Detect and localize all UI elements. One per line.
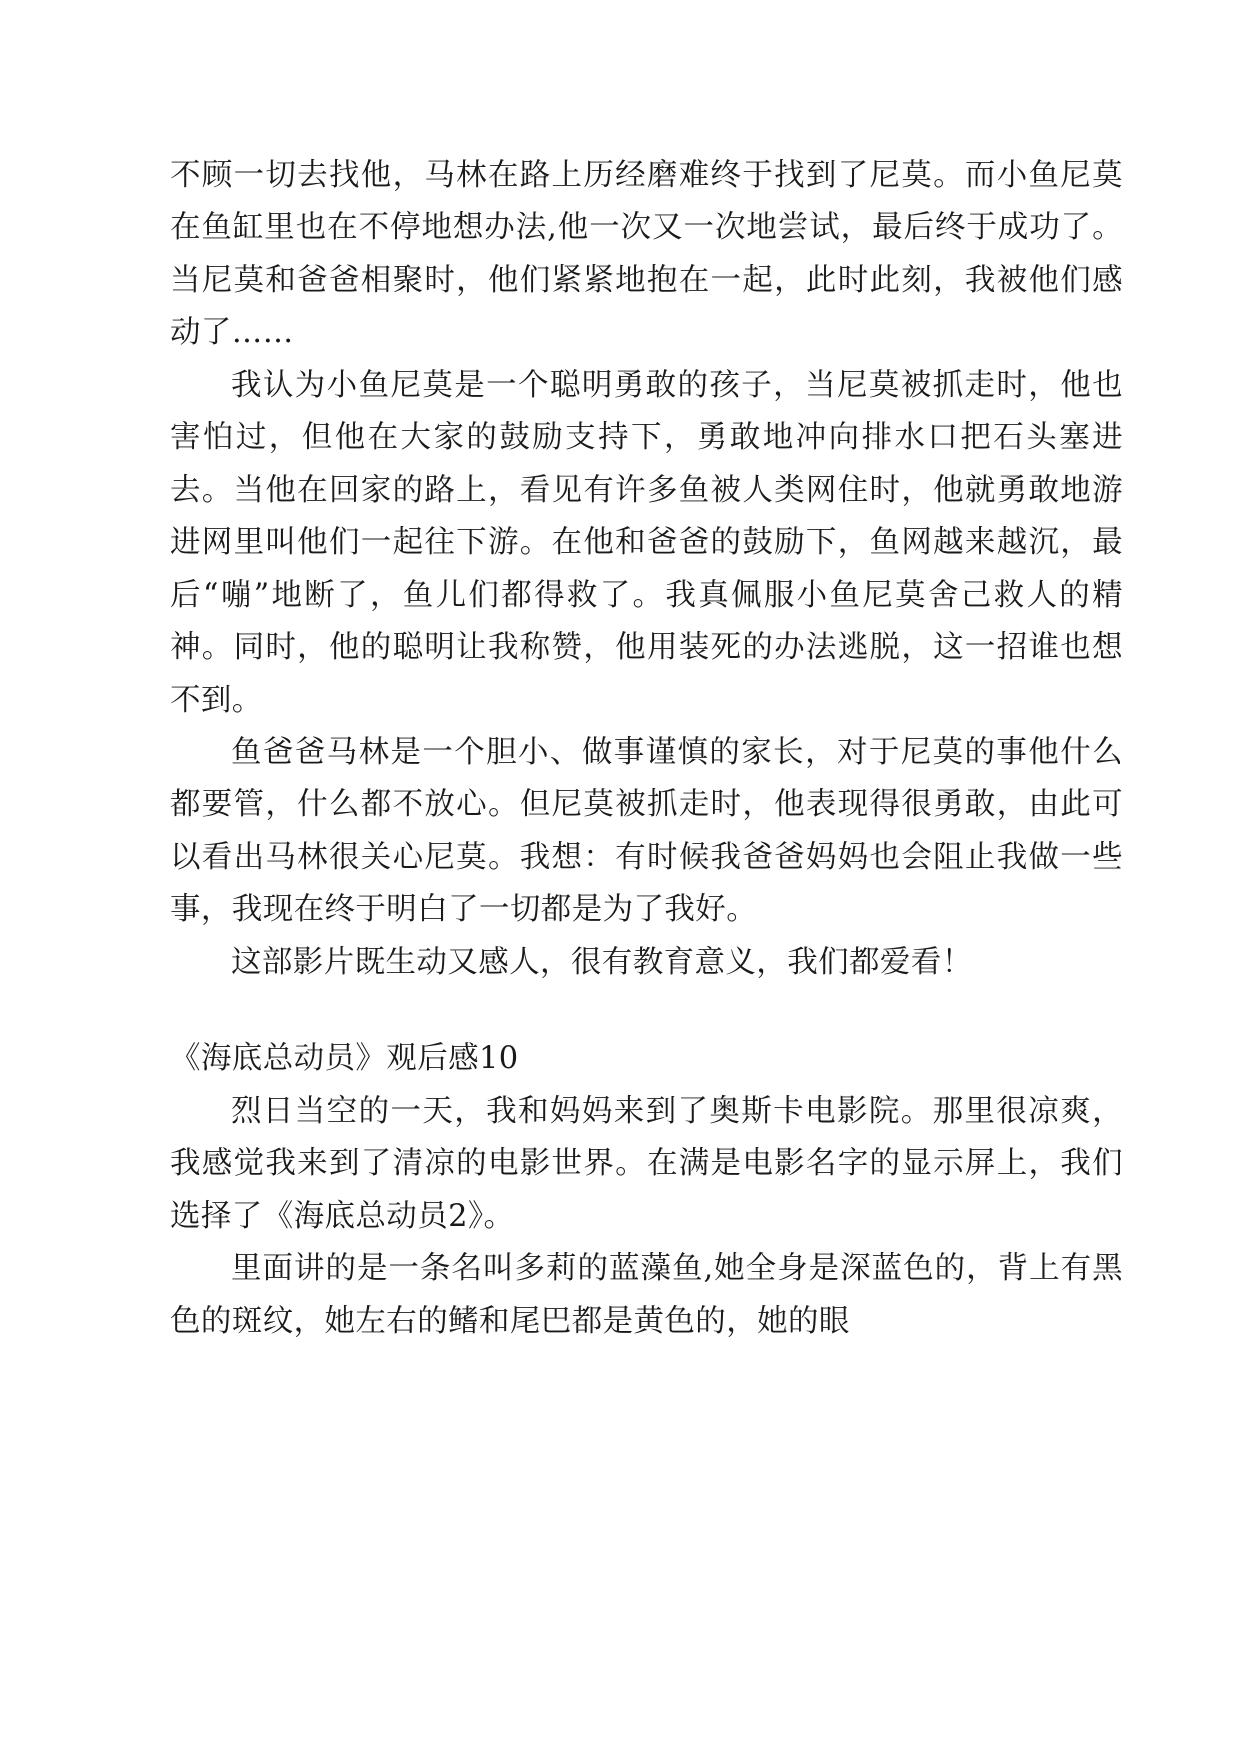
document-body xyxy=(170,150,1123,1348)
section-heading-10: 《海底总动员》观后感10 xyxy=(170,1041,519,1077)
paragraph-conclusion: 这部影片既生动又感人，很有教育意义，我们都爱看！ xyxy=(231,944,973,980)
section-spacer xyxy=(170,989,1123,1003)
paragraph-continuation: 不顾一切去找他，马林在路上历经磨难终于找到了尼莫。而小鱼尼莫在鱼缸里也在不停地想办法,他一次又一次地尝试，最后终于成功了。当尼莫和爸爸相聚时，他们紧紧地抱在一起，此时此刻，我被他们感动了…… xyxy=(170,158,1123,351)
paragraph-marlin-father: 鱼爸爸马林是一个胆小、做事谨慎的家长，对于尼莫的事他什么都要管，什么都不放心。但尼莫被抓走时，他表现得很勇敢，由此可以看出马林很关心尼莫。我想：有时候我爸爸妈妈也会阻止我做一些事，我现在终于明白了一切都是为了我好。 xyxy=(170,734,1123,928)
paragraph-cinema-visit: 烈日当空的一天，我和妈妈来到了奥斯卡电影院。那里很凉爽，我感觉我来到了清凉的电影世界。在满是电影名字的显示屏上，我们选择了《海底总动员2》。 xyxy=(170,1093,1123,1234)
paragraph-nemo-brave: 我认为小鱼尼莫是一个聪明勇敢的孩子，当尼莫被抓走时，他也害怕过，但他在大家的鼓励支持下，勇敢地冲向排水口把石头塞进去。当他在回家的路上，看见有许多鱼被人类网住时，他就勇敢地游进网里叫他们一起往下游。在他和爸爸的鼓励下，鱼网越来越沉，最后“嘣”地断了，鱼儿们都得救了。我真佩服小鱼尼莫舍己救人的精神。同时，他的聪明让我称赞，他用装死的办法逃脱，这一招谁也想不到。 xyxy=(170,367,1123,718)
paragraph-dory-description: 里面讲的是一条名叫多莉的蓝藻鱼,她全身是深蓝色的，背上有黑色的斑纹，她左右的鳍和尾巴都是黄色的，她的眼 xyxy=(170,1251,1123,1339)
